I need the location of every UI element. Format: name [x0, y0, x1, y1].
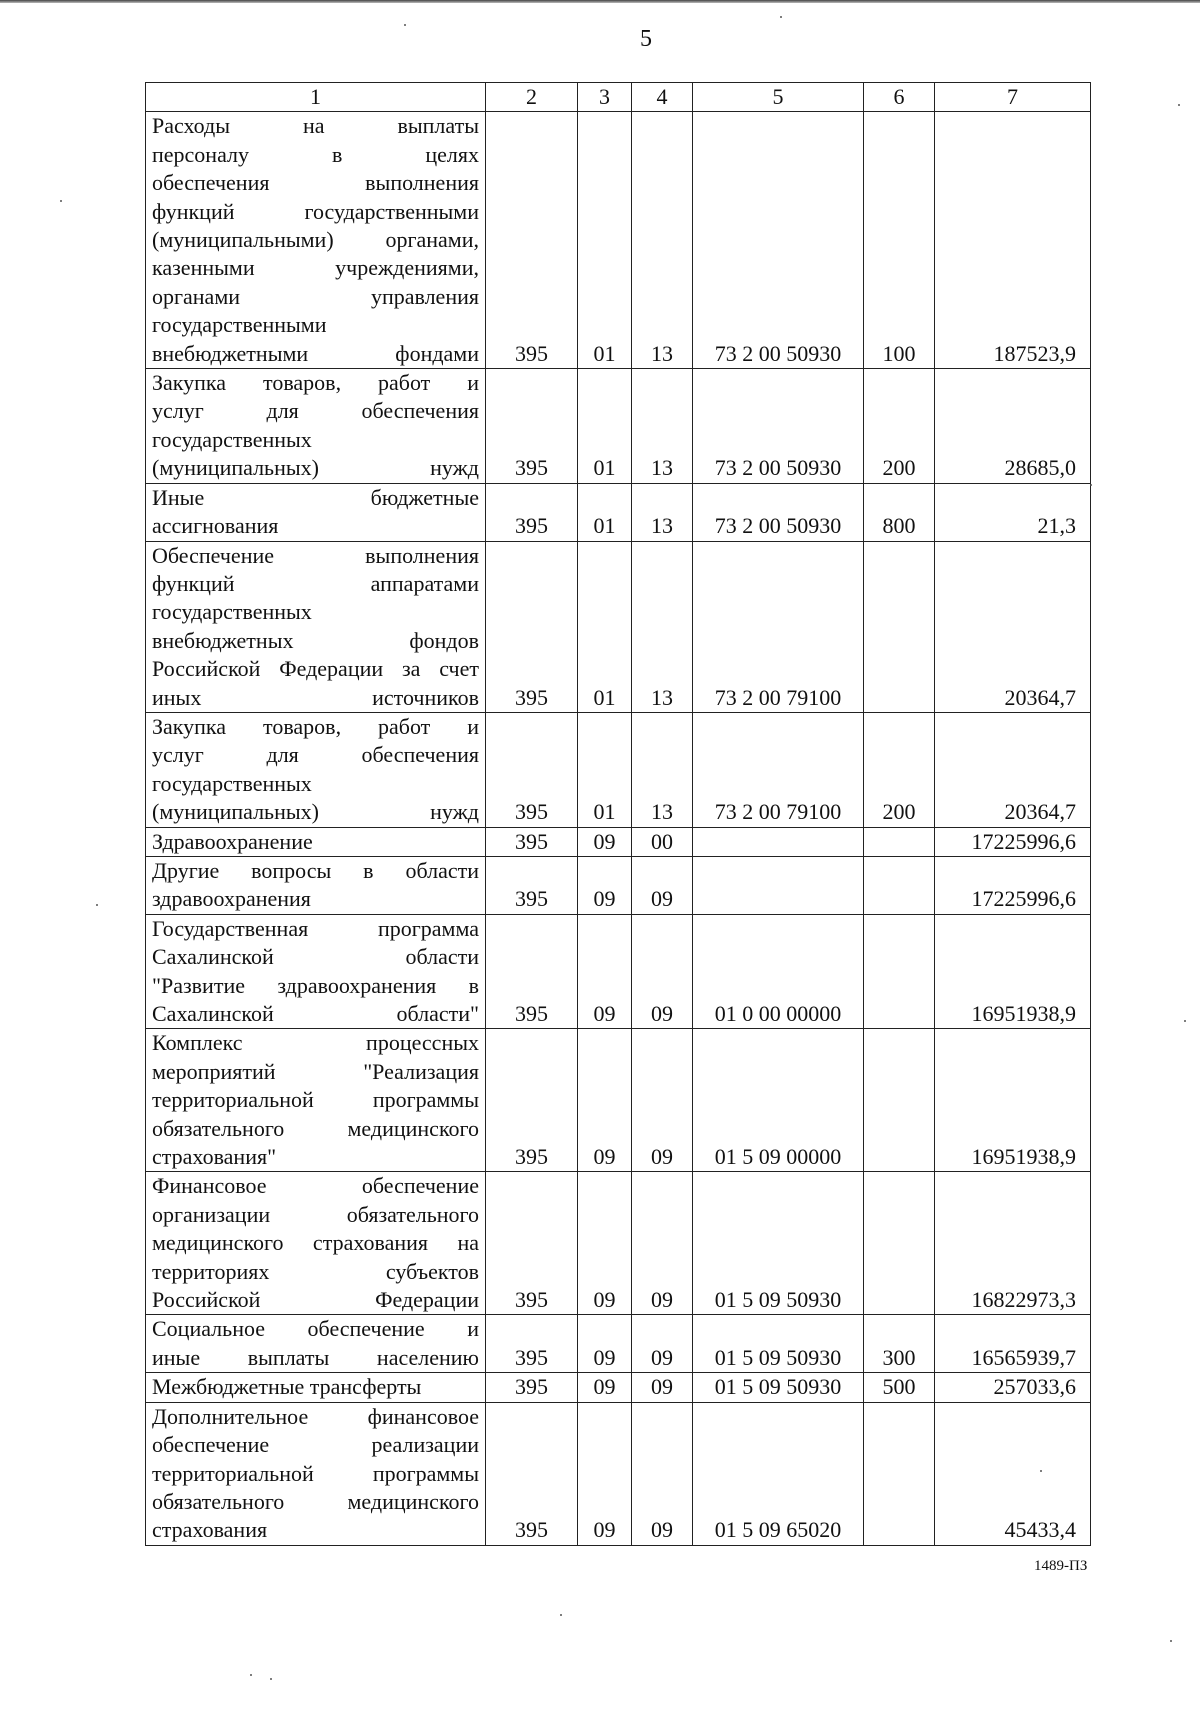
table-row: [146, 1315, 1091, 1373]
target-code-cell: 73 2 00 50930: [693, 112, 864, 369]
row-name-line: функций государственными: [152, 198, 479, 224]
table-row: [146, 1373, 1091, 1402]
item-code-cell: 09: [632, 1172, 693, 1315]
row-name-cell: [146, 1029, 486, 1172]
row-name-cell: [146, 712, 486, 827]
row-name-cell: [146, 856, 486, 914]
expense-type-cell: [864, 827, 935, 856]
budget-table: [145, 82, 1091, 1546]
column-header: 5: [693, 83, 864, 112]
expense-type-cell: 300: [864, 1315, 935, 1373]
row-name-line: мероприятий "Реализация: [152, 1058, 479, 1084]
section-code-cell: 395: [486, 856, 578, 914]
amount-cell: 20364,7: [935, 541, 1091, 712]
subsection-code-cell: 09: [578, 1373, 632, 1402]
row-name-line: иные выплаты населению: [152, 1344, 479, 1370]
table-row: [146, 1402, 1091, 1545]
row-name-cell: [146, 1373, 486, 1402]
row-name-line: территориях субъектов: [152, 1258, 479, 1284]
target-code-cell: 73 2 00 79100: [693, 541, 864, 712]
row-name-line: Расходы на выплаты: [152, 113, 479, 139]
row-name-line: здравоохранения: [152, 886, 311, 912]
row-name-cell: [146, 914, 486, 1029]
subsection-code-cell: 09: [578, 1315, 632, 1373]
row-name-cell: [146, 1172, 486, 1315]
section-code-cell: 395: [486, 712, 578, 827]
target-code-cell: 01 5 09 00000: [693, 1029, 864, 1172]
row-name-line: организации обязательного: [152, 1201, 479, 1227]
row-name-line: обязательного медицинского: [152, 1488, 479, 1514]
section-code-cell: 395: [486, 914, 578, 1029]
target-code-cell: 01 5 09 50930: [693, 1172, 864, 1315]
subsection-code-cell: 01: [578, 369, 632, 484]
section-code-cell: 395: [486, 369, 578, 484]
section-code-cell: 395: [486, 483, 578, 541]
row-name-line: страхования: [152, 1517, 268, 1543]
target-code-cell: [693, 856, 864, 914]
table-row: [146, 712, 1091, 827]
expense-type-cell: [864, 541, 935, 712]
row-name-line: Сахалинской области": [152, 1001, 479, 1026]
row-name-line: казенными учреждениями,: [152, 255, 479, 281]
item-code-cell: 09: [632, 914, 693, 1029]
column-header: 1: [146, 83, 486, 112]
row-name-line: Дополнительное финансовое: [152, 1403, 479, 1429]
row-name-cell: [146, 1315, 486, 1373]
row-name-line: иных источников: [152, 684, 479, 710]
row-name-line: услуг для обеспечения: [152, 398, 479, 424]
target-code-cell: 01 5 09 50930: [693, 1315, 864, 1373]
document-code: 1489-ПЗ: [1034, 1558, 1088, 1574]
expense-type-cell: [864, 1029, 935, 1172]
expense-type-cell: 500: [864, 1373, 935, 1402]
row-name-line: Закупка товаров, работ и: [152, 713, 479, 739]
scan-speck: [560, 1614, 562, 1616]
amount-cell: 45433,4: [935, 1402, 1091, 1545]
expense-type-cell: 100: [864, 112, 935, 369]
subsection-code-cell: 01: [578, 483, 632, 541]
row-name-line: Другие вопросы в области: [152, 857, 479, 883]
subsection-code-cell: 09: [578, 1172, 632, 1315]
scan-speck: [270, 1678, 272, 1680]
amount-cell: 20364,7: [935, 712, 1091, 827]
row-name-line: Финансовое обеспечение: [152, 1173, 479, 1199]
row-name-line: Государственная программа: [152, 915, 479, 941]
item-code-cell: 13: [632, 112, 693, 369]
row-name-line: Обеспечение выполнения: [152, 542, 479, 568]
item-code-cell: 09: [632, 1029, 693, 1172]
subsection-code-cell: 01: [578, 541, 632, 712]
expense-type-cell: [864, 914, 935, 1029]
section-code-cell: 395: [486, 1373, 578, 1402]
expense-type-cell: [864, 856, 935, 914]
table-row: [146, 112, 1091, 369]
subsection-code-cell: 09: [578, 1029, 632, 1172]
scan-edge: [0, 0, 1200, 3]
subsection-code-cell: 09: [578, 1402, 632, 1545]
amount-cell: 187523,9: [935, 112, 1091, 369]
target-code-cell: 73 2 00 50930: [693, 483, 864, 541]
scan-speck: [250, 1674, 252, 1676]
row-name-cell: [146, 369, 486, 484]
row-name-line: персоналу в целях: [152, 141, 479, 167]
item-code-cell: 09: [632, 1402, 693, 1545]
expense-type-cell: [864, 1172, 935, 1315]
row-name-line: Иные бюджетные: [152, 484, 479, 510]
row-name-line: Здравоохранение: [152, 828, 313, 854]
item-code-cell: 09: [632, 856, 693, 914]
section-code-cell: 395: [486, 112, 578, 369]
row-name-line: (муниципальных) нужд: [152, 455, 479, 481]
row-name-line: внебюджетными фондами: [152, 340, 479, 366]
scan-speck: [1178, 104, 1180, 106]
amount-cell: 16951938,9: [935, 1029, 1091, 1172]
row-name-line: услуг для обеспечения: [152, 742, 479, 768]
row-name-line: ассигнования: [152, 513, 279, 539]
row-name-line: обеспечения выполнения: [152, 170, 479, 196]
table-header-row: [146, 83, 1091, 112]
column-header: 3: [578, 83, 632, 112]
item-code-cell: 13: [632, 712, 693, 827]
item-code-cell: 09: [632, 1373, 693, 1402]
table-row: [146, 1172, 1091, 1315]
row-name-cell: [146, 112, 486, 369]
table-row: [146, 483, 1091, 541]
row-name-line: государственных: [152, 599, 312, 625]
section-code-cell: 395: [486, 1172, 578, 1315]
column-header: 2: [486, 83, 578, 112]
row-name-line: "Развитие здравоохранения в: [152, 972, 479, 998]
scan-speck: [1170, 1640, 1172, 1642]
target-code-cell: 01 0 00 00000: [693, 914, 864, 1029]
row-name-line: функций аппаратами: [152, 570, 479, 596]
row-name-line: государственных: [152, 770, 312, 796]
subsection-code-cell: 01: [578, 712, 632, 827]
amount-cell: 21,3: [935, 483, 1091, 541]
item-code-cell: 13: [632, 369, 693, 484]
row-name-line: страхования": [152, 1144, 277, 1170]
page-number: 5: [640, 26, 652, 52]
subsection-code-cell: 09: [578, 914, 632, 1029]
row-name-line: государственных: [152, 426, 312, 452]
scan-speck: [96, 904, 98, 906]
scan-speck: [404, 24, 406, 26]
row-name-line: органами управления: [152, 283, 479, 309]
row-name-line: Российской Федерации за счет: [152, 656, 479, 682]
table-row: [146, 541, 1091, 712]
row-name-line: государственными: [152, 312, 327, 338]
scan-speck: [60, 200, 62, 202]
section-code-cell: 395: [486, 1315, 578, 1373]
row-name-line: (муниципальными) органами,: [152, 227, 479, 253]
row-name-line: Российской Федерации: [152, 1287, 479, 1313]
subsection-code-cell: 01: [578, 112, 632, 369]
subsection-code-cell: 09: [578, 856, 632, 914]
row-name-cell: [146, 483, 486, 541]
scan-speck: [1090, 484, 1092, 486]
expense-type-cell: 200: [864, 712, 935, 827]
row-name-cell: [146, 1402, 486, 1545]
target-code-cell: 73 2 00 79100: [693, 712, 864, 827]
row-name-line: Социальное обеспечение и: [152, 1316, 479, 1342]
row-name-line: территориальной программы: [152, 1087, 479, 1113]
expense-type-cell: 200: [864, 369, 935, 484]
target-code-cell: 01 5 09 50930: [693, 1373, 864, 1402]
item-code-cell: 09: [632, 1315, 693, 1373]
amount-cell: 17225996,6: [935, 827, 1091, 856]
scan-speck: [780, 16, 782, 18]
target-code-cell: 73 2 00 50930: [693, 369, 864, 484]
row-name-line: Межбюджетные трансферты: [152, 1374, 422, 1400]
column-header: 6: [864, 83, 935, 112]
amount-cell: 16951938,9: [935, 914, 1091, 1029]
section-code-cell: 395: [486, 827, 578, 856]
budget-table-body: [146, 83, 1091, 1546]
item-code-cell: 13: [632, 541, 693, 712]
row-name-line: медицинского страхования на: [152, 1230, 479, 1256]
target-code-cell: [693, 827, 864, 856]
item-code-cell: 00: [632, 827, 693, 856]
row-name-cell: [146, 541, 486, 712]
table-row: [146, 1029, 1091, 1172]
amount-cell: 16565939,7: [935, 1315, 1091, 1373]
row-name-line: (муниципальных) нужд: [152, 799, 479, 825]
section-code-cell: 395: [486, 1029, 578, 1172]
row-name-line: Сахалинской области: [152, 944, 479, 970]
amount-cell: 257033,6: [935, 1373, 1091, 1402]
column-header: 4: [632, 83, 693, 112]
target-code-cell: 01 5 09 65020: [693, 1402, 864, 1545]
row-name-line: обязательного медицинского: [152, 1115, 479, 1141]
row-name-line: внебюджетных фондов: [152, 627, 479, 653]
expense-type-cell: [864, 1402, 935, 1545]
column-header: 7: [935, 83, 1091, 112]
section-code-cell: 395: [486, 541, 578, 712]
table-row: [146, 914, 1091, 1029]
scan-speck: [1040, 1470, 1042, 1472]
row-name-line: обеспечение реализации: [152, 1432, 479, 1458]
table-row: [146, 827, 1091, 856]
table-row: [146, 369, 1091, 484]
row-name-cell: [146, 827, 486, 856]
row-name-line: Комплекс процессных: [152, 1030, 479, 1056]
item-code-cell: 13: [632, 483, 693, 541]
amount-cell: 16822973,3: [935, 1172, 1091, 1315]
expense-type-cell: 800: [864, 483, 935, 541]
table-row: [146, 856, 1091, 914]
amount-cell: 28685,0: [935, 369, 1091, 484]
subsection-code-cell: 09: [578, 827, 632, 856]
row-name-line: территориальной программы: [152, 1460, 479, 1486]
scan-speck: [1184, 1020, 1186, 1022]
row-name-line: Закупка товаров, работ и: [152, 370, 479, 396]
section-code-cell: 395: [486, 1402, 578, 1545]
amount-cell: 17225996,6: [935, 856, 1091, 914]
